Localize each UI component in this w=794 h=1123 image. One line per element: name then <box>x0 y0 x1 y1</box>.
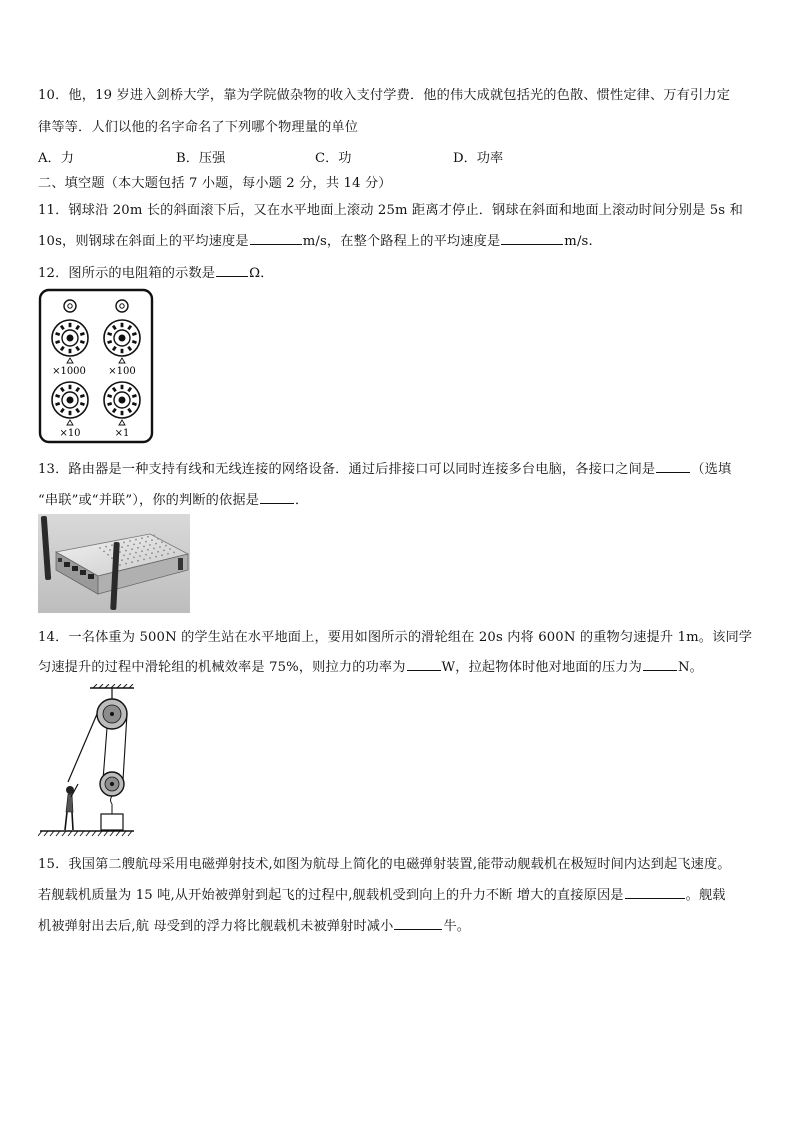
q13-blank-2[interactable] <box>260 491 294 504</box>
q10-line1: 10．他，19 岁进入剑桥大学，靠为学院做杂物的收入支付学费．他的伟大成就包括光的色散、惯性定律、万有引力定 <box>38 88 731 103</box>
q14-text-c: N。 <box>677 660 704 675</box>
dial-label-x10: ×10 <box>59 428 81 439</box>
q11-blank-2[interactable] <box>501 232 563 245</box>
pulley-figure <box>38 684 138 838</box>
q14-blank-2[interactable] <box>643 658 677 671</box>
q10-option-c: C．功 <box>315 151 352 166</box>
q14-text-b: W，拉起物体时他对地面的压力为 <box>441 660 642 675</box>
dial-label-x1000: ×1000 <box>52 366 86 377</box>
q10-option-b: B．压强 <box>176 151 226 166</box>
q10-option-d: D．功率 <box>453 151 504 166</box>
q12-line <box>38 262 274 281</box>
q10-option-a: A．力 <box>38 151 74 166</box>
q14-text-a: 匀速提升的过程中滑轮组的机械效率是 75%，则拉力的功率为 <box>38 660 406 675</box>
q12-text-a: 12．图所示的电阻箱的示数是 <box>38 266 216 281</box>
q13-line2 <box>38 489 308 508</box>
q11-text-b: m/s，在整个路程上的平均速度是 <box>302 234 501 249</box>
q11-text-c: m/s. <box>564 234 593 249</box>
resistance-box-figure <box>38 288 154 444</box>
q11-blank-1[interactable] <box>250 232 302 245</box>
q12-blank[interactable] <box>216 264 248 277</box>
section-heading: 二、填空题（本大题包括 7 小题，每小题 2 分，共 14 分） <box>38 176 392 191</box>
q13-text-d: ． <box>295 493 309 508</box>
q15-line1: 15．我国第二艘航母采用电磁弹射技术,如图为航母上简化的电磁弹射装置,能带动舰载机在极短时间内达到起飞速度。 <box>38 857 731 872</box>
dial-label-x100: ×100 <box>108 366 136 377</box>
q15-blank-1[interactable] <box>625 886 685 899</box>
q15-text-d: 牛。 <box>443 919 471 934</box>
dial-label-x1: ×1 <box>114 428 130 439</box>
q13-text-a: 13．路由器是一种支持有线和无线连接的网络设备．通过后排接口可以同时连接多台电脑，各接口之间是 <box>38 462 656 477</box>
q15-line3 <box>38 915 470 934</box>
q11-text-a: 10s，则钢球在斜面上的平均速度是 <box>38 234 249 249</box>
q15-text-a: 若舰载机质量为 15 吨,从开始被弹射到起飞的过程中,舰载机受到向上的升力不断 增大的直接原因是 <box>38 888 624 903</box>
q11-line1: 11．钢球沿 20m 长的斜面滚下后，又在水平地面上滚动 25m 距离才停止．钢球在斜面和地面上滚动时间分别是 5s 和 <box>38 203 743 218</box>
q10-line2: 律等等．人们以他的名字命名了下列哪个物理量的单位 <box>38 120 359 135</box>
q13-line1 <box>38 458 731 477</box>
q13-blank-1[interactable] <box>656 460 690 473</box>
q12-text-b: Ω． <box>249 266 274 281</box>
q15-text-b: 。舰载 <box>685 888 726 903</box>
q13-text-b: （选填 <box>691 462 732 477</box>
q15-line2 <box>38 884 726 903</box>
q13-text-c: “串联”或“并联”），你的判断的依据是 <box>38 493 260 508</box>
q14-line2 <box>38 656 703 675</box>
router-photo <box>38 514 190 613</box>
q15-blank-2[interactable] <box>394 917 442 930</box>
q11-line2 <box>38 230 593 249</box>
q14-blank-1[interactable] <box>407 658 441 671</box>
q15-text-c: 机被弹射出去后,航 母受到的浮力将比舰载机未被弹射时减小 <box>38 919 394 934</box>
q14-line1: 14．一名体重为 500N 的学生站在水平地面上，要用如图所示的滑轮组在 20s 内将 600N 的重物匀速提升 1m。该同学 <box>38 630 753 645</box>
